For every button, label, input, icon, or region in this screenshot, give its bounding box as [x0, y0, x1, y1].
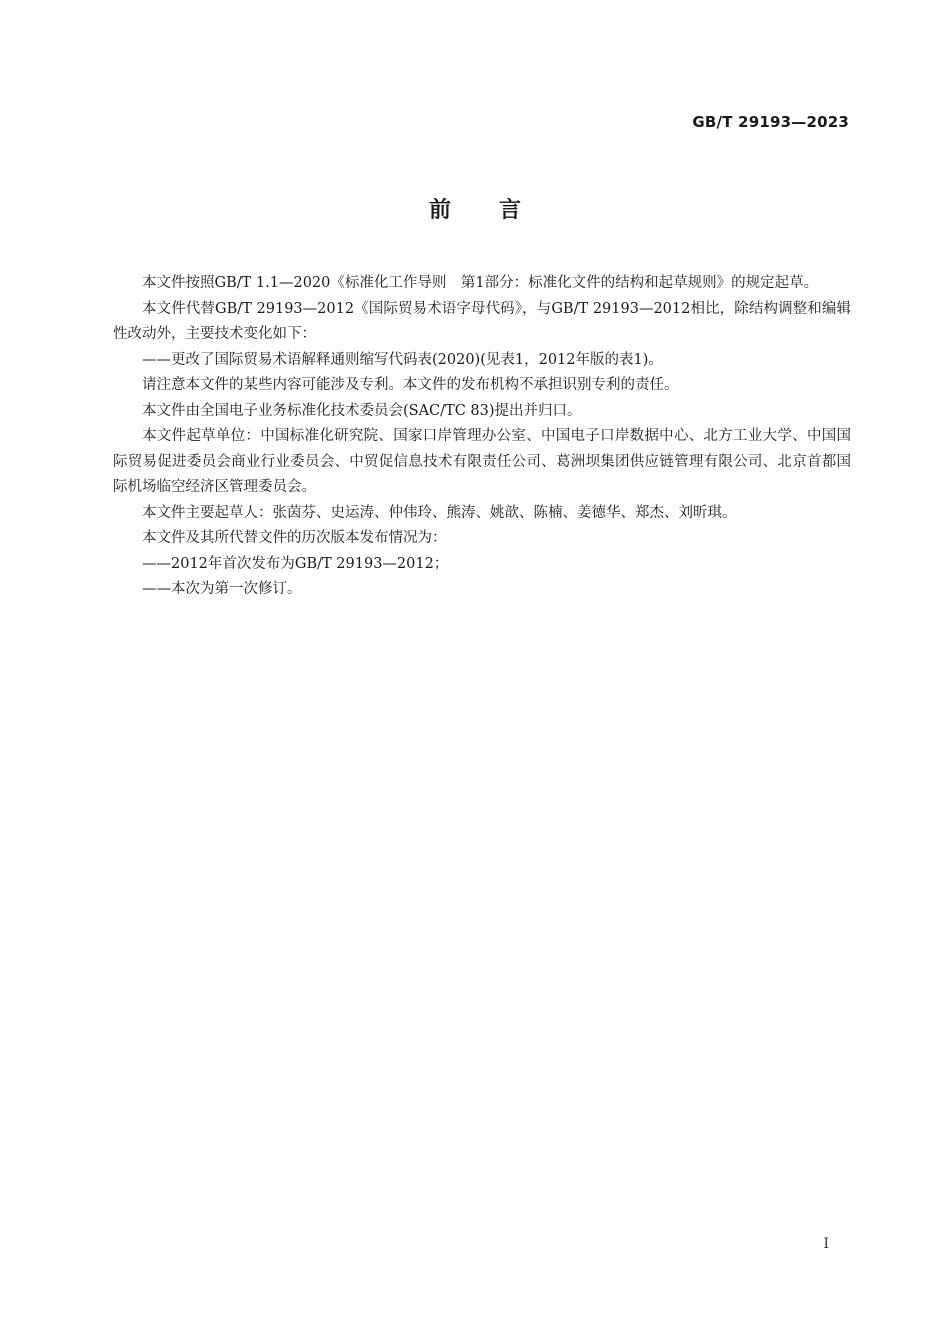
paragraph-history-item-2: ——本次为第一次修订。: [142, 581, 302, 597]
standard-number: GB/T 29193—2023: [692, 113, 849, 131]
page-title-part1: 前: [428, 198, 451, 223]
paragraph-replacement: 本文件代替GB/T 29193—2012《国际贸易术语字母代码》，与GB/T 29193—2012相比，除结构调整和编辑性改动外，主要技术变化如下：: [113, 300, 851, 342]
paragraph-drafters: 本文件主要起草人：张茵芬、史运涛、仲伟玲、熊涛、姚歆、陈楠、姜德华、郑杰、刘昕琪。: [142, 504, 737, 521]
foreword-body: [113, 271, 851, 603]
page-title: [0, 196, 950, 226]
paragraph-history-item-1: ——2012年首次发布为GB/T 29193—2012；: [142, 555, 449, 572]
paragraph-history-intro: 本文件及其所代替文件的历次版本发布情况为：: [142, 530, 447, 546]
paragraph-drafting-rules: 本文件按照GB/T 1.1—2020《标准化工作导则 第1部分：标准化文件的结构和起草规则》的规定起草。: [142, 275, 819, 291]
paragraph-proposer: 本文件由全国电子业务标准化技术委员会(SAC/TC 83)提出并归口。: [142, 402, 582, 419]
page-title-part2: 言: [499, 198, 522, 223]
page-number: I: [823, 1236, 829, 1252]
paragraph-patent-notice: 请注意本文件的某些内容可能涉及专利。本文件的发布机构不承担识别专利的责任。: [142, 377, 679, 393]
paragraph-change-item: ——更改了国际贸易术语解释通则缩写代码表(2020)(见表1，2012年版的表1)。: [142, 351, 663, 368]
paragraph-drafting-units: 本文件起草单位：中国标准化研究院、国家口岸管理办公室、中国电子口岸数据中心、北方工业大学、中国国际贸易促进委员会商业行业委员会、中贸促信息技术有限责任公司、葛洲坝集团供应链管理有限公司、北京首都国际机场临空经济区管理委员会。: [113, 428, 851, 495]
